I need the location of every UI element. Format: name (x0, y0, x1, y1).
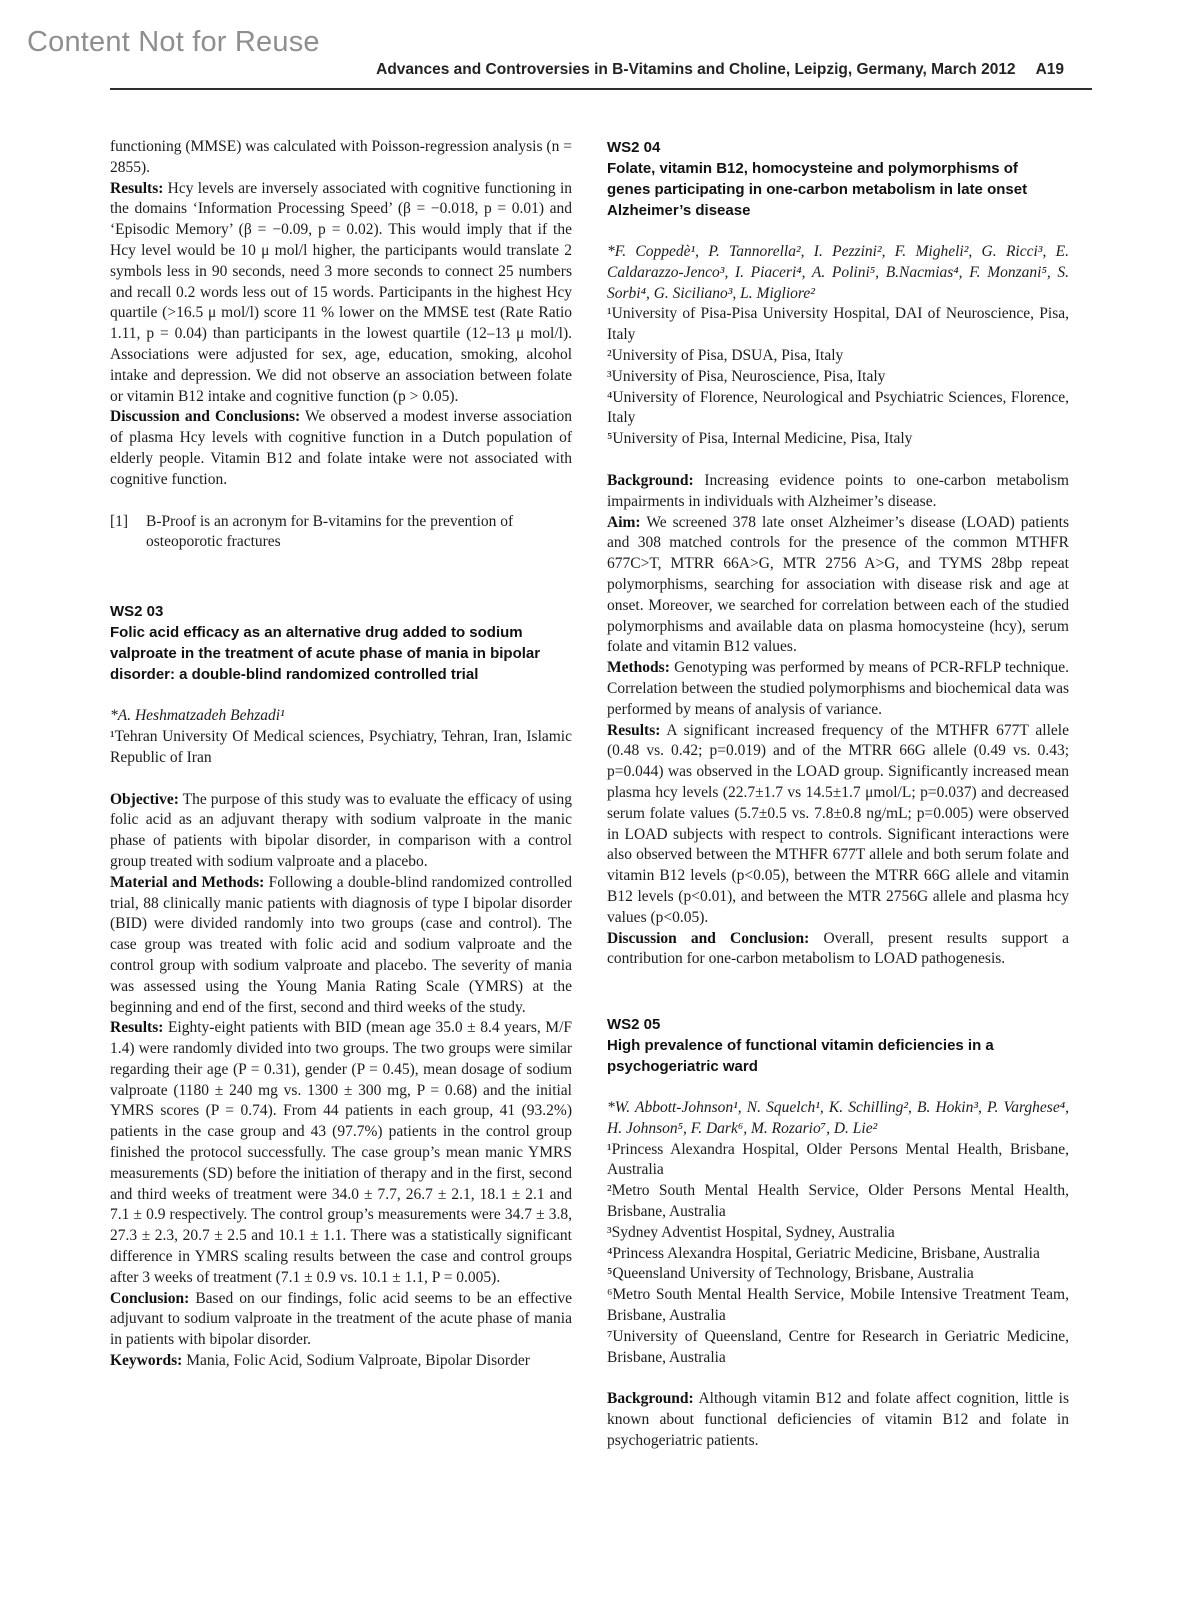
abstract-ws2-03 (110, 601, 572, 1372)
paragraph-label: Conclusion: (110, 1289, 190, 1307)
paragraph-text: Genotyping was performed by means of PCR-RFLP technique. Correlation between the studied polymorphisms and biochemical data was performed by means of analysis of variance. (607, 659, 1069, 718)
abstract-ws2-04 (607, 137, 1069, 970)
abstract-continuation-paragraph: functioning (MMSE) was calculated with Poisson-regression analysis (n = 2855). (110, 138, 572, 176)
paragraph-text: Following a double-blind randomized controlled trial, 88 clinically manic patients with diagnosis of type I bipolar disorder (BID) were divided randomly into two groups (case and control). The case group was treated with folic acid and sodium valproate and the control group with sodium valproate and placebo. The severity of mania was assessed using the Young Mania Rating Scale (YMRS) at the beginning and end of the first, second and third weeks of the study. (110, 873, 573, 1016)
footnote-text: B-Proof is an acronym for B-vitamins for the prevention of osteoporotic fractures (146, 512, 514, 551)
paragraph-text: We observed a modest inverse association of plasma Hcy levels with cognitive function in a Dutch population of elderly people. Vitamin B12 and folate intake were not associated with cognitive function. (110, 408, 572, 488)
paragraph-text: A significant increased frequency of the MTHFR 677T allele (0.48 vs. 0.42; p=0.019) and of the MTRR 66G allele (0.49 vs. 0.43; p=0.044) was observed in the LOAD group. Significantly increased mean plasma hcy levels (22.7±1.7 vs 14.5±1.7 μmol/L; p=0.037) and decreased serum folate values (5.7±0.5 vs. 7.8±0.8 ng/mL; p=0.005) were observed in LOAD subjects with respect to controls. Significant interactions were also observed between the MTHFR 677T allele and both serum folate and vitamin B12 levels (p<0.05), between the MTRR 66G allele and vitamin B12 levels (p<0.01), and between the MTR 2756G allele and plasma hcy values (p<0.05). (607, 721, 1069, 926)
abstract-paragraph (607, 721, 1069, 929)
affiliation: ⁷University of Queensland, Centre for Research in Geriatric Medicine, Brisbane, Australia (607, 1327, 1069, 1366)
affiliation: ⁴University of Florence, Neurological and Psychiatric Sciences, Florence, Italy (607, 388, 1069, 427)
abstract-paragraph (607, 658, 1069, 720)
affiliation: ¹Princess Alexandra Hospital, Older Persons Mental Health, Brisbane, Australia (607, 1140, 1069, 1179)
affiliation-list (607, 304, 1069, 450)
abstract-paragraph (607, 471, 1069, 513)
header-rule (110, 88, 1092, 90)
paragraph-label: Discussion and Conclusions: (110, 408, 301, 426)
paragraph-label: Results: (607, 721, 661, 739)
page-number: A19 (1035, 61, 1064, 78)
paragraph-text: We screened 378 late onset Alzheimer’s disease (LOAD) patients and 308 matched controls for the presence of the common MTHFR 677C>T, MTRR 66A>G, MTR 2756 A>G, and TYMS 28bp repeat polymorphisms, searching for association with disease risk and age at onset. Moreover, we searched for correlation between each of the studied polymorphisms and available data on plasma homocysteine (hcy), serum folate and vitamin B12 values. (607, 513, 1069, 656)
content-columns (110, 137, 1069, 1452)
paragraph-label: Keywords: (110, 1352, 183, 1370)
paragraph-text: Increasing evidence points to one-carbon metabolism impairments in individuals with Alzheimer’s disease. (607, 471, 1069, 510)
affiliation: ³University of Pisa, Neuroscience, Pisa, Italy (607, 367, 886, 385)
paragraph-text: The purpose of this study was to evaluate the efficacy of using folic acid as an adjuvant therapy with sodium valproate in the manic phase of patients with bipolar disorder, in comparison with a control group treated with sodium valproate and a placebo. (110, 790, 572, 870)
footnote (110, 512, 572, 554)
paragraph-label: Aim: (607, 513, 641, 531)
abstract-title: Folic acid efficacy as an alternative drug added to sodium valproate in the treatment of acute phase of mania in bipolar disorder: a double-blind randomized controlled trial (110, 624, 541, 684)
abstract-keywords (110, 1351, 572, 1372)
abstract-code: WS2 05 (607, 1016, 661, 1034)
abstract-body (607, 471, 1069, 970)
discussion-paragraph (110, 407, 572, 490)
abstract-title: High prevalence of functional vitamin deficiencies in a psychogeriatric ward (607, 1037, 994, 1076)
paragraph-text: Based on our findings, folic acid seems to be an effective adjuvant to sodium valproate in the treatment of the acute phase of mania in patients with bipolar disorder. (110, 1289, 572, 1349)
paragraph-text: Although vitamin B12 and folate affect cognition, little is known about functional deficiencies of vitamin B12 and folate in psychogeriatric patients. (607, 1390, 1069, 1450)
abstract-authors: *F. Coppedè¹, P. Tannorella², I. Pezzini², F. Migheli², G. Ricci³, E. Caldarazzo-Jenco³, I. Piaceri⁴, A. Polini⁵, B.Nacmias⁴, F. Monzani⁵, S. Sorbi⁴, G. Siciliano³, L. Migliore² (607, 243, 1069, 302)
paragraph-label: Results: (110, 179, 164, 197)
affiliation-list (110, 727, 572, 769)
affiliation: ²Metro South Mental Health Service, Older Persons Mental Health, Brisbane, Australia (607, 1182, 1069, 1221)
affiliation: ¹University of Pisa-Pisa University Hospital, DAI of Neuroscience, Pisa, Italy (607, 305, 1069, 344)
abstract-code: WS2 03 (110, 603, 164, 621)
affiliation: ¹Tehran University Of Medical sciences, Psychiatry, Tehran, Iran, Islamic Republic of Iran (110, 727, 572, 766)
abstract-paragraph (607, 513, 1069, 659)
affiliation: ⁴Princess Alexandra Hospital, Geriatric Medicine, Brisbane, Australia (607, 1244, 1040, 1262)
abstract-code: WS2 04 (607, 139, 661, 156)
running-head: Advances and Controversies in B-Vitamins and Choline, Leipzig, Germany, March 2012 (376, 61, 1016, 78)
abstract-paragraph (110, 1018, 572, 1288)
paragraph-text: Hcy levels are inversely associated with cognitive functioning in the domains ‘Information Processing Speed’ (β = −0.018, p = 0.01) and ‘Episodic Memory’ (β = −0.09, p = 0.02). This would imply that if the Hcy level would be 10 μ mol/l higher, the participants would translate 2 symbols less in 90 seconds, need 3 more seconds to connect 25 numbers and recall 0.2 words less out of 15 words. Participants in the highest Hcy quartile (>16.5 μ mol/l) score 11 % lower on the MMSE test (Rate Ratio 1.11, p = 0.04) than participants in the lowest quartile (12–13 μ mol/l). Associations were adjusted for sex, age, education, smoking, alcohol intake and depression. We did not observe an association between folate or vitamin B12 intake and cognitive function (p > 0.05). (110, 179, 572, 405)
paragraph-label: Results: (110, 1019, 164, 1037)
affiliation: ⁵Queensland University of Technology, Brisbane, Australia (607, 1265, 974, 1283)
paragraph-label: Material and Methods: (110, 873, 265, 891)
paragraph-label: Discussion and Conclusion: (607, 929, 810, 947)
page-header (110, 61, 1092, 79)
affiliation: ²University of Pisa, DSUA, Pisa, Italy (607, 346, 844, 364)
abstract-body (607, 1389, 1069, 1451)
abstract-paragraph (110, 790, 572, 873)
abstract-paragraph (607, 929, 1069, 971)
paragraph-text: Eighty-eight patients with BID (mean age 35.0 ± 8.4 years, M/F 1.4) were randomly divided into two groups. The two groups were similar regarding their age (P = 0.31), gender (P = 0.45), mean dosage of sodium valproate (1180 ± 240 mg vs. 1300 ± 300 mg, P = 0.68) and the initial YMRS scores (P = 0.74). From 44 patients in each group, 41 (93.2%) patients in the case group and 43 (97.7%) patients in the control group finished the protocol successfully. The case group’s mean manic YMRS measurements (SD) before the initiation of therapy and in the first, second and third weeks of treatment were 34.0 ± 7.7, 26.7 ± 2.1, 18.1 ± 2.1 and 7.1 ± 0.9 respectively. The control group’s measurements were 34.7 ± 3.8, 27.3 ± 2.3, 20.7 ± 2.5 and 10.1 ± 1.1. There was a statistically significant difference in YMRS scaling results between the case and control groups after 3 weeks of treatment (7.1 ± 0.9 vs. 10.1 ± 1.1, P = 0.005). (110, 1019, 572, 1286)
footnote-marker: [1] (110, 512, 129, 530)
paragraph-label: Methods: (607, 659, 670, 677)
abstract-authors: *A. Heshmatzadeh Behzadi¹ (110, 707, 285, 725)
paragraph-label: Background: (607, 471, 694, 489)
abstract-title: Folate, vitamin B12, homocysteine and polymorphisms of genes participating in one-carbon metabolism in late onset Alzheimer’s disease (607, 160, 1028, 219)
affiliation-list (607, 1140, 1069, 1369)
left-column (110, 137, 572, 1452)
abstract-ws2-05 (607, 1014, 1069, 1452)
affiliation: ⁵University of Pisa, Internal Medicine, Pisa, Italy (607, 430, 913, 448)
results-paragraph (110, 179, 572, 408)
paragraph-label: Background: (607, 1390, 694, 1408)
affiliation: ³Sydney Adventist Hospital, Sydney, Australia (607, 1223, 895, 1241)
paragraph-text: Overall, present results support a contribution for one-carbon metabolism to LOAD pathogenesis. (607, 929, 1069, 968)
affiliation: ⁶Metro South Mental Health Service, Mobile Intensive Treatment Team, Brisbane, Australia (607, 1286, 1069, 1325)
watermark-text: Content Not for Reuse (27, 26, 320, 58)
abstract-paragraph (607, 1389, 1069, 1451)
abstract-authors: *W. Abbott-Johnson¹, N. Squelch¹, K. Schilling², B. Hokin³, P. Varghese⁴, H. Johnson⁵, F. Dark⁶, M. Rozario⁷, D. Lie² (607, 1099, 1069, 1137)
abstract-body (110, 790, 572, 1372)
right-column (607, 137, 1069, 1452)
abstract-paragraph (110, 1289, 572, 1351)
paragraph-label: Objective: (110, 790, 179, 808)
abstract-paragraph (110, 873, 572, 1019)
paragraph-text: Mania, Folic Acid, Sodium Valproate, Bipolar Disorder (186, 1352, 530, 1370)
